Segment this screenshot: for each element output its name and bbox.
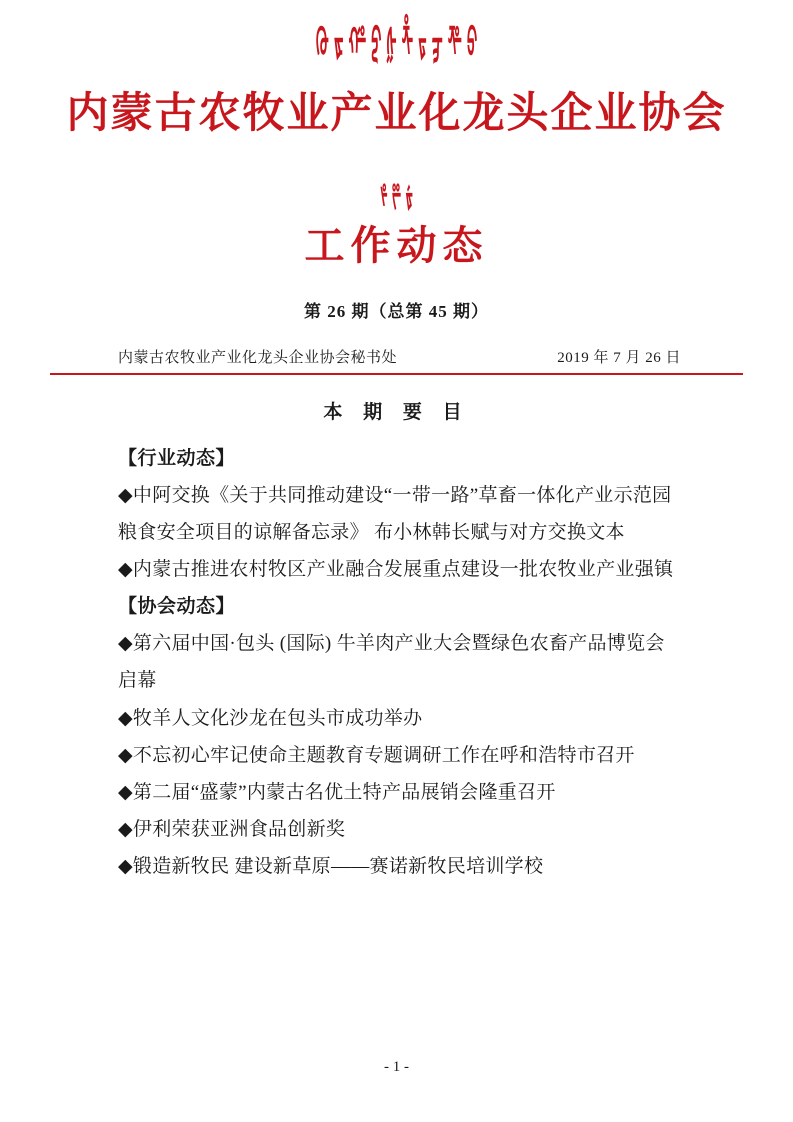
bulletin-title: 工作动态 bbox=[304, 224, 489, 269]
contents-title: 本 期 要 目 bbox=[323, 402, 470, 424]
list-item: ◆伊利荣获亚洲食品创新奖 bbox=[118, 818, 346, 840]
contents-body bbox=[0, 440, 793, 885]
publisher-label: 内蒙古农牧业产业化龙头企业协会秘书处 bbox=[118, 350, 398, 367]
list-item: ◆第六届中国·包头 (国际) 牛羊肉产业大会暨绿色农畜产品博览会启幕 bbox=[118, 633, 665, 692]
publication-date: 2019 年 7 月 26 日 bbox=[557, 350, 681, 367]
issue-number: 第 26 期（总第 45 期） bbox=[304, 302, 489, 322]
list-item: ◆锻造新牧民 建设新草原——赛诺新牧民培训学校 bbox=[118, 855, 544, 877]
meta-row bbox=[0, 346, 793, 367]
list-item: ◆中阿交换《关于共同推动建设“一带一路”草畜一体化产业示范园粮食安全项目的谅解备忘录》 布小林韩长赋与对方交换文本 bbox=[118, 485, 672, 544]
list-item: ◆不忘初心牢记使命主题教育专题调研工作在呼和浩特市召开 bbox=[118, 744, 635, 766]
mongolian-script-middle: ᢞ ᢟ ᢠ bbox=[380, 181, 413, 218]
page-number: - 1 - bbox=[384, 1059, 409, 1075]
header-divider bbox=[50, 373, 743, 375]
masthead bbox=[0, 0, 793, 271]
organization-title: 内蒙古农牧业产业化龙头企业协会 bbox=[66, 89, 727, 136]
mongolian-script-top: ᢙ ᢘ ᢚ ᢓ ᢔ ᢜ ᢑ ᢖ ᢝ ᢒ bbox=[315, 19, 478, 67]
list-item: ◆内蒙古推进农村牧区产业融合发展重点建设一批农牧业产业强镇 bbox=[118, 559, 674, 581]
section-heading-industry: 【行业动态】 bbox=[118, 448, 236, 470]
list-item: ◆牧羊人文化沙龙在包头市成功举办 bbox=[118, 707, 423, 729]
section-heading-association: 【协会动态】 bbox=[118, 596, 236, 618]
list-item: ◆第二届“盛蒙”内蒙古名优土特产品展销会隆重召开 bbox=[118, 781, 556, 803]
